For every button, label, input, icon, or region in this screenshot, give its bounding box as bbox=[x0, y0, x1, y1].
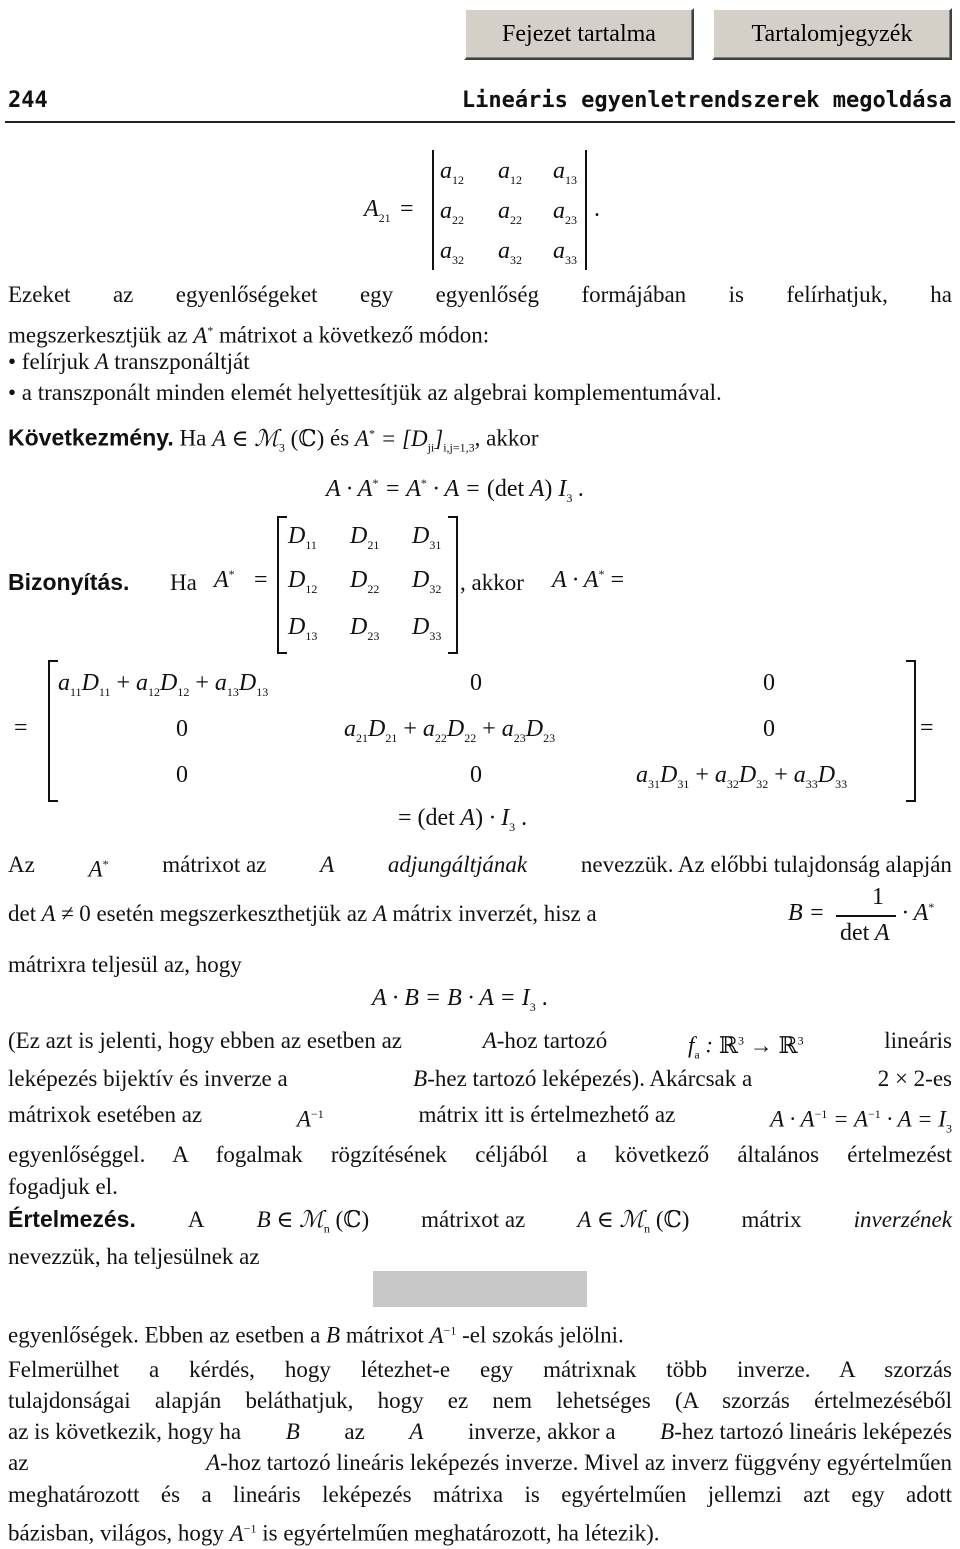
paragraph-line: (Ez azt is jelenti, hogy ebben az esetben az A-hoz tartozó $f_a$ : ℝ$^3$ → ℝ$^3$ lineáris bbox=[8, 1028, 952, 1062]
table-of-contents-label: Tartalomjegyzék bbox=[751, 20, 913, 47]
list-item: • felírjuk A transzponáltját bbox=[8, 349, 250, 374]
definition: Értelmezés. A B ∈ ℳ$_n$ (ℂ) mátrixot az A ∈ ℳ$_n$ (ℂ) mátrix inverzének bbox=[8, 1206, 952, 1236]
chapter-title: Lineáris egyenletrendszerek megoldása bbox=[461, 88, 952, 113]
paragraph-line: az A-hoz tartozó lineáris leképezés inverze. Mivel az inverz függvény egyértelműen bbox=[8, 1450, 952, 1475]
paragraph-line: nevezzük, ha teljesülnek az bbox=[8, 1244, 260, 1269]
proof-label: Bizonyítás. bbox=[8, 569, 130, 595]
paragraph-line: fogadjuk el. bbox=[8, 1174, 118, 1199]
paragraph-line: leképezés bijektív és inverze a B-hez tartozó leképezés). Akárcsak a 2 × 2-es bbox=[8, 1066, 952, 1091]
paragraph-line: mátrixra teljesül az, hogy bbox=[8, 952, 242, 977]
paragraph-line: egyenlőséggel. A fogalmak rögzítésének céljából a következő általános értelmezést bbox=[8, 1142, 952, 1167]
list-item: • a transzponált minden elemét helyettesítjük az algebrai komplementumával. bbox=[8, 380, 722, 405]
chapter-contents-label: Fejezet tartalma bbox=[502, 20, 656, 47]
paragraph-line: Ezeket az egyenlőségeket egy egyenlőség formájában is felírhatjuk, ha bbox=[8, 282, 952, 307]
paragraph-line: Felmerülhet a kérdés, hogy létezhet-e egy mátrixnak több inverze. A szorzás bbox=[8, 1357, 952, 1382]
ab-formula: $A \cdot B = B \cdot A = I_3$ . bbox=[372, 985, 548, 1014]
corollary: Következmény. Ha A ∈ ℳ$_3$ (ℂ) és $A^* = [D_{ji}]_{i,j=1,3}$, akkor bbox=[8, 424, 539, 455]
paragraph-line: megszerkesztjük az A* mátrixot a következő módon: bbox=[8, 322, 490, 348]
page-number: 244 bbox=[8, 88, 48, 113]
corollary-formula: A · A* = A* · A = (det A) $I_3$ . bbox=[326, 476, 585, 505]
paragraph-line: tulajdonságai alapján beláthatjuk, hogy ez nem lehetséges (A szorzás értelmezéséből bbox=[8, 1388, 952, 1413]
chapter-contents-button[interactable] bbox=[464, 8, 694, 60]
paragraph-line: egyenlőségek. Ebben az esetben a B mátrixot $A^{-1}$ -el szokás jelölni. bbox=[8, 1322, 624, 1348]
paragraph-line: az is következik, hogy ha B az A inverze, akkor a B-hez tartozó lineáris leképezés bbox=[8, 1419, 952, 1444]
proof-ha: Ha bbox=[170, 570, 197, 595]
header-rule bbox=[5, 121, 955, 123]
proof-akkor: , akkor bbox=[460, 570, 524, 595]
paragraph-line: bázisban, világos, hogy $A^{-1}$ is egyértelműen meghatározott, ha létezik). bbox=[8, 1520, 660, 1546]
paragraph-line: mátrixok esetében az $A^{-1}$ mátrix itt is értelmezhető az $A \cdot A^{-1} = A^{-1} \cdot A = I_3$ bbox=[8, 1102, 952, 1136]
paragraph-line: Az A* mátrixot az A adjungáltjának nevezzük. Az előbbi tulajdonság alapján bbox=[8, 852, 952, 882]
table-of-contents-button[interactable] bbox=[712, 8, 952, 60]
paragraph-line: meghatározott és a lineáris leképezés mátrixa is egyértelműen jellemzi azt egy adott bbox=[8, 1482, 952, 1507]
paragraph-line: det A ≠ 0 esetén megszerkeszthetjük az A mátrix inverzét, hisz a bbox=[8, 901, 597, 926]
formula-placeholder bbox=[373, 1271, 587, 1307]
